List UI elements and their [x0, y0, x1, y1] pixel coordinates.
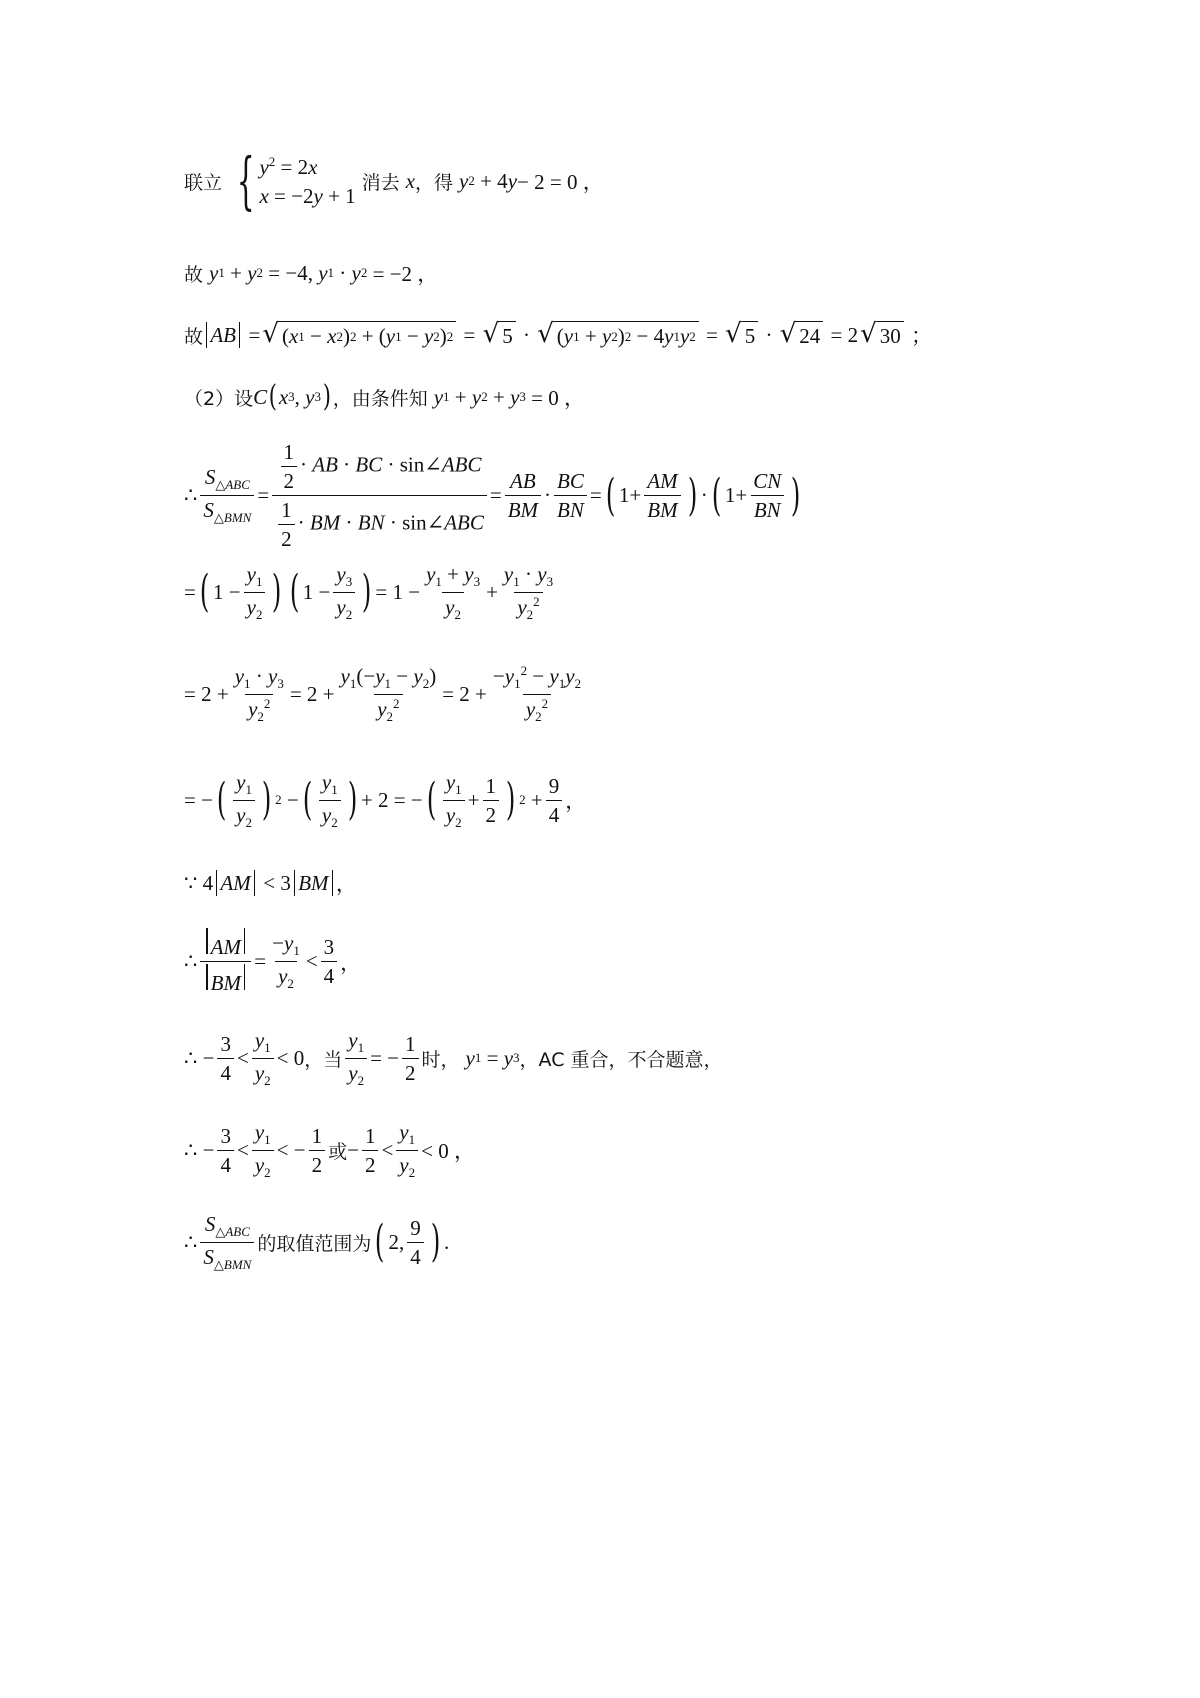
solution-line-12: ∴ − $\frac{3}{4}$ < $\frac{y_1}{y_2}$ < − $\frac{1}{2}$ 或 − $\frac{1}{2}$ < $\frac{y_1}{y_2}$ < 0 ， [184, 1120, 475, 1180]
solution-line-2: 故 y 1 + y 2 = −4, y 1 · y 2 = −2 ， [184, 260, 439, 286]
solution-line-1: 联立 { $y^2 = 2x$ x = −2y + 1 消去 x ，得 y 2 + 4 y − 2 = 0 ， [184, 144, 604, 217]
solution-line-10: ∴ $\frac{AM}{BM}$ = $\frac{-y_1}{y_2}$ < $\frac{3}{4}$ ， [184, 928, 361, 995]
text-lianli: 联立 [184, 171, 223, 194]
solution-line-11: ∴ − $\frac{3}{4}$ < $\frac{y_1}{y_2}$ < 0 ，当 $\frac{y_1}{y_2}$ = − $\frac{1}{2}$ 时， y 1 = y 3 ，AC 重合，不合题意， [184, 1028, 723, 1088]
text-huo: 或 [328, 1140, 348, 1163]
solution-line-6: = ( 1 − $\frac{y_1}{y_2}$ ) ( 1 − $\frac{y_3}{y_2}$ ) = 1 − $\frac{y_1 + y_3}{y_2}$ + $\frac{y_1 \cdot y_3}{y_2^2}$ [184, 562, 554, 622]
solution-line-4: （2）设 C ( x 3 , y 3 ) ，由条件知 y 1 + y 2 + y 3 = 0 ， [184, 379, 585, 414]
text-de: ，得 [415, 171, 454, 194]
text-part2: （2）设 [184, 387, 254, 410]
text-dang: ，当 [304, 1048, 343, 1071]
text-gu: 故 [184, 263, 204, 286]
text-shi: 时， [421, 1048, 460, 1071]
solution-line-9: ∵ 4 AM < 3 BM ， [184, 870, 357, 896]
solution-line-5: ∴ $\frac{S_{\triangle ABC}}{S_{\triangle BMN}}$ = $\frac{1}{2}$ · AB · BC · sin∠ABC $\frac{1}{2}$ · BM · BN · sin∠ABC = $\frac{AB}{BM}$ · $\frac{BC}{BN}$ = ( 1+ $\frac{AM}{BM}$ ) · ( 1+ $\frac{CN}{BN}$ ) [184, 440, 801, 552]
sqrt-distance: √ ( x 1 − x 2 ) 2 + ( y 1 − y 2 ) 2 [262, 321, 456, 349]
left-brace-icon: { [236, 144, 255, 217]
solution-line-3: 故 AB = √ ( x 1 − x 2 ) 2 + ( y 1 − y 2 ) 2 = √ 5 · √ ( y 1 + y 2 ) 2 − 4 y 1 y 2 = √ 5 · √ 24 = 2 √ 30 ； [184, 319, 932, 349]
equation-system: { $y^2 = 2x$ x = −2y + 1 [236, 144, 356, 217]
text-fanwei: 的取值范围为 [257, 1232, 372, 1255]
solution-line-7: = 2 + $\frac{y_1 \cdot y_3}{y_2^2}$ = 2 + $\frac{y_1(-y_1 - y_2)}{y_2^2}$ = 2 + $\frac{-y_1^2 - y_1y_2}{y_2^2}$ [184, 663, 582, 724]
text-gu-2: 故 [184, 325, 204, 348]
text-chonghe: ，AC 重合，不合题意， [519, 1048, 723, 1071]
text-tiaojian: ，由条件知 [332, 387, 428, 410]
text-xiaoqu: 消去 [361, 171, 400, 194]
solution-line-8: = − ( $\frac{y_1}{y_2}$ ) 2 − ( $\frac{y_1}{y_2}$ ) + 2 = − ( $\frac{y_1}{y_2}$ + $\frac{1}{2}$ ) 2 + $\frac{9}{4}$ ， [184, 770, 587, 830]
solution-line-13: ∴ $\frac{S_{\triangle ABC}}{S_{\triangle BMN}}$ 的取值范围为 ( 2, $\frac{9}{4}$ ) . [184, 1212, 450, 1272]
